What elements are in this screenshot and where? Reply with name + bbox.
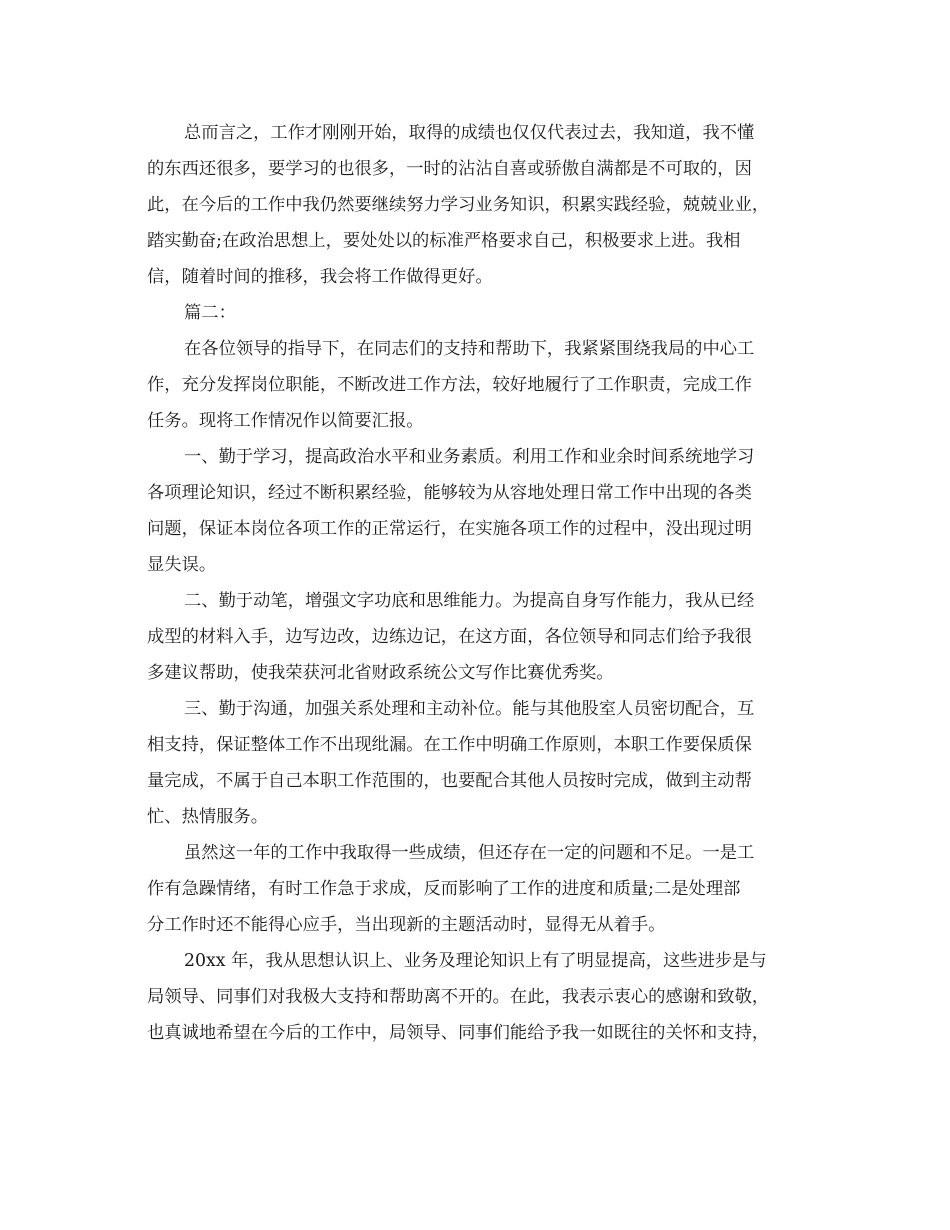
text-line: 作，充分发挥岗位职能，不断改进工作方法，较好地履行了工作职责，完成工作 — [147, 375, 752, 395]
text-line: 二、勤于动笔，增强文字功底和思维能力。为提高自身写作能力，我从已经 — [184, 591, 755, 611]
text-line: 一、勤于学习，提高政治水平和业务素质。利用工作和业余时间系统地学习 — [184, 447, 755, 467]
text-line: 多建议帮助，使我荣获河北省财政系统公文写作比赛优秀奖。 — [147, 663, 614, 683]
text-line: 总而言之，工作才刚刚开始，取得的成绩也仅仅代表过去，我知道，我不懂 — [184, 123, 755, 143]
text-line: 相支持，保证整体工作不出现纰漏。在工作中明确工作原则，本职工作要保质保 — [147, 735, 752, 755]
text-line: 20xx 年，我从思想认识上、业务及理论知识上有了明显提高，这些进步是与 — [184, 951, 767, 971]
text-line: 成型的材料入手，边写边改，边练边记，在这方面，各位领导和同志们给予我很 — [147, 627, 752, 647]
text-line: 虽然这一年的工作中我取得一些成绩，但还存在一定的问题和不足。一是工 — [184, 843, 755, 863]
section-heading: 篇二： — [184, 303, 236, 323]
text-line: 在各位领导的指导下，在同志们的支持和帮助下，我紧紧围绕我局的中心工 — [184, 339, 755, 359]
text-line: 此，在今后的工作中我仍然要继续努力学习业务知识，积累实践经验，兢兢业业， — [147, 195, 770, 215]
text-line: 作有急躁情绪，有时工作急于求成，反而影响了工作的进度和质量;二是处理部 — [147, 879, 741, 899]
text-line: 量完成，不属于自己本职工作范围的，也要配合其他人员按时完成，做到主动帮 — [147, 771, 752, 791]
text-line: 的东西还很多，要学习的也很多，一时的沾沾自喜或骄傲自满都是不可取的，因 — [147, 159, 752, 179]
text-line: 各项理论知识，经过不断积累经验，能够较为从容地处理日常工作中出现的各类 — [147, 483, 752, 503]
text-line: 问题，保证本岗位各项工作的正常运行，在实施各项工作的过程中，没出现过明 — [147, 519, 752, 539]
text-line: 忙、热情服务。 — [147, 807, 268, 827]
text-line: 局领导、同事们对我极大支持和帮助离不开的。在此，我表示衷心的感谢和致敬， — [147, 987, 770, 1007]
text-line: 任务。现将工作情况作以简要汇报。 — [147, 411, 424, 431]
text-line: 三、勤于沟通，加强关系处理和主动补位。能与其他股室人员密切配合，互 — [184, 699, 755, 719]
text-line: 信，随着时间的推移，我会将工作做得更好。 — [147, 267, 493, 287]
text-line: 显失误。 — [147, 555, 217, 575]
text-line: 踏实勤奋;在政治思想上，要处处以的标准严格要求自己，积极要求上进。我相 — [147, 231, 741, 251]
text-line: 也真诚地希望在今后的工作中，局领导、同事们能给予我一如既往的关怀和支持， — [147, 1023, 770, 1043]
text-line: 分工作时还不能得心应手，当出现新的主题活动时，显得无从着手。 — [147, 915, 666, 935]
